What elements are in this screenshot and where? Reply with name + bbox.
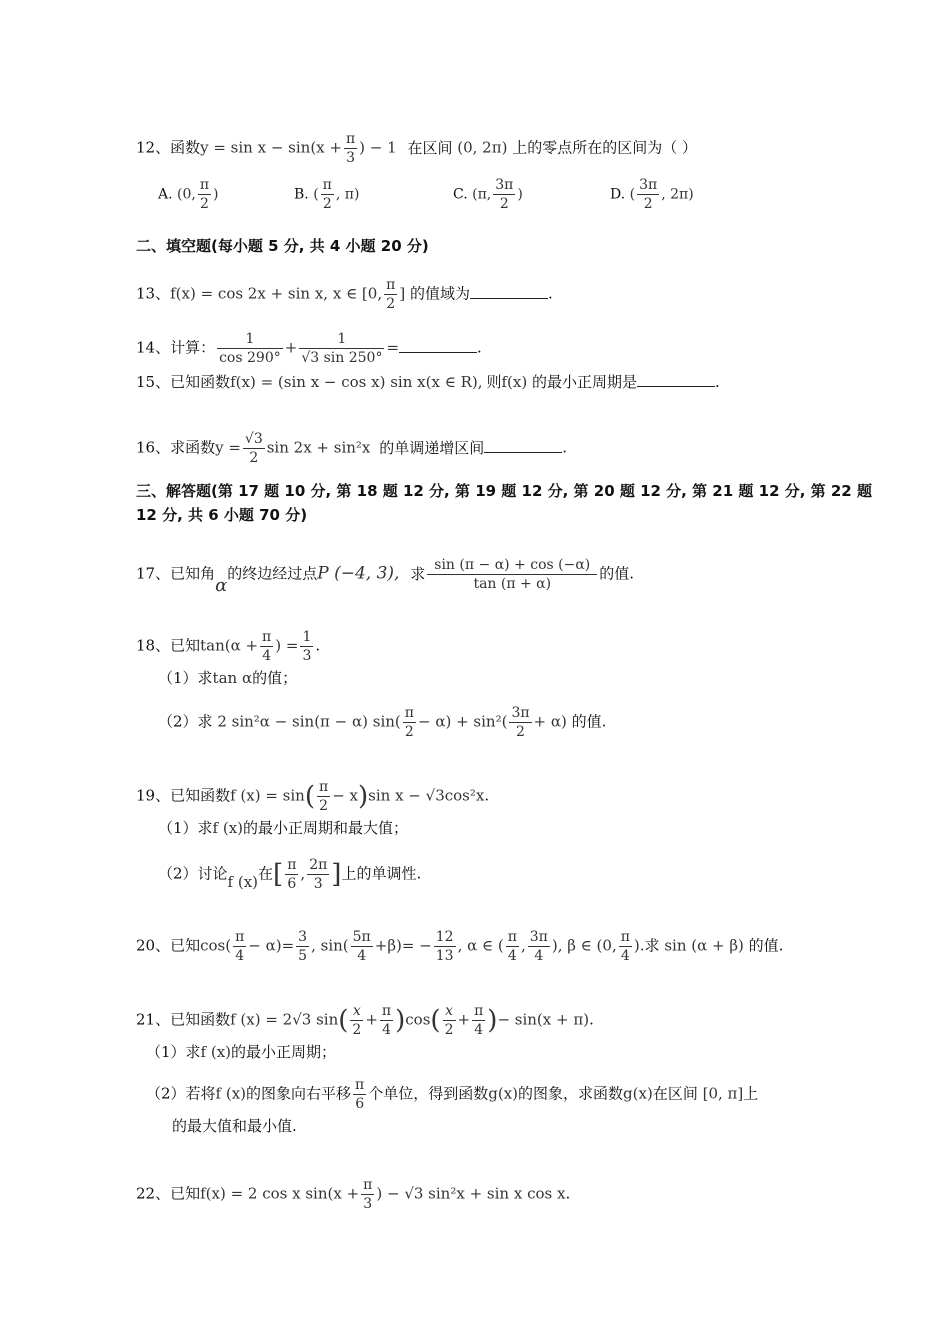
question-19-part-1: （1）求f (x)的最小正周期和最大值； — [158, 819, 409, 837]
q12-number: 12、函数 — [136, 138, 201, 157]
q12-option-d: D. ( $\frac{3\pi}{2}$ , 2π) — [610, 177, 694, 212]
question-22: 22、已知f(x) = 2 cos x sin(x + $\frac{\pi}{3}$ ) − √3 sin²x + sin x cos x. — [136, 1177, 571, 1212]
answer-blank-14[interactable] — [399, 338, 477, 353]
section-3-heading: 三、解答题(第 17 题 10 分, 第 18 题 12 分, 第 19 题 12 分, 第 20 题 12 分, 第 21 题 12 分, 第 22 题 — [136, 482, 872, 500]
question-20: 20、已知cos( $\frac{\pi}{4}$ − α)= $\frac{3}{5}$ , sin( $\frac{5\pi}{4}$ +β)= − $\frac{12}{13}$ , α ∈ ( $\frac{\pi}{4}$ , $\frac{3\pi}{4}$ ), β ∈ (0, $\frac{\pi}{4}$ ).求 sin (α + β) 的值. — [136, 929, 784, 964]
question-21-part-2: （2）若将f (x)的图象向右平移 $\frac{\pi}{6}$ 个单位，得到函数g(x)的图象，求函数g(x)在区间 [0, π]上 — [146, 1077, 759, 1112]
question-16: 16、求函数y = $\frac{√3}{2}$ sin 2x + sin²x 的单调递增区间 . — [136, 431, 567, 466]
question-19: 19、已知函数f (x) = sin( $\frac{\pi}{2}$ − x)sin x − √3cos²x. — [136, 779, 490, 814]
q12-expr: y = sin x − sin(x + — [200, 138, 342, 157]
question-12: 12、函数y = sin x − sin(x + $\frac{\pi}{3}$ ) − 1 在区间 (0, 2π) 上的零点所在的区间为（ ） — [136, 131, 697, 166]
q12-option-a: A. (0, $\frac{\pi}{2}$ ) — [158, 177, 219, 212]
question-17: 17、已知角α的终边经过点P (−4, 3), 求 $\frac{\sin (\pi - \alpha) + \cos (-\alpha)}{\tan (\pi + \alpha)}$ 的值. — [136, 557, 635, 596]
answer-blank-16[interactable] — [484, 438, 562, 453]
section-3-heading-cont: 12 分, 共 6 小题 70 分) — [136, 506, 308, 524]
q12-fraction: $\frac{\pi}{3}$ — [345, 131, 356, 166]
question-21-part-1: （1）求f (x)的最小正周期； — [146, 1043, 337, 1061]
question-14: 14、计算： $\frac{1}{\cos 290^\circ}$ + $\frac{1}{√3 \sin 250^\circ}$ = . — [136, 331, 482, 366]
question-15: 15、已知函数f(x) = (sin x − cos x) sin x(x ∈ R), 则f(x) 的最小正周期是 . — [136, 373, 720, 391]
question-19-part-2: （2）讨论f (x)在[ $\frac{\pi}{6}$ , $\frac{2\pi}{3}$ ]上的单调性. — [158, 857, 422, 892]
q12-option-c: C. (π, $\frac{3\pi}{2}$ ) — [453, 177, 523, 212]
answer-blank-15[interactable] — [637, 372, 715, 387]
q12-option-b: B. ( $\frac{\pi}{2}$ , π) — [294, 177, 360, 212]
question-13: 13、f(x) = cos 2x + sin x, x ∈ [0, $\frac{\pi}{2}$ ] 的值域为 . — [136, 277, 553, 312]
question-21-part-2-cont: 的最大值和最小值. — [172, 1117, 297, 1135]
question-18-part-2: （2）求 2 sin²α − sin(π − α) sin( $\frac{\pi}{2}$ − α) + sin²( $\frac{3\pi}{2}$ + α) 的值. — [158, 705, 607, 740]
section-2-heading: 二、填空题(每小题 5 分, 共 4 小题 20 分) — [136, 237, 429, 255]
question-18-part-1: （1）求tan α的值； — [158, 669, 298, 687]
answer-blank-13[interactable] — [470, 284, 548, 299]
question-18: 18、已知tan(α + $\frac{\pi}{4}$ ) = $\frac{1}{3}$ . — [136, 629, 321, 664]
question-21: 21、已知函数f (x) = 2√3 sin( $\frac{x}{2}$ + $\frac{\pi}{4}$ )cos( $\frac{x}{2}$ + $\frac{\pi}{4}$ )− sin(x + π). — [136, 1003, 594, 1038]
